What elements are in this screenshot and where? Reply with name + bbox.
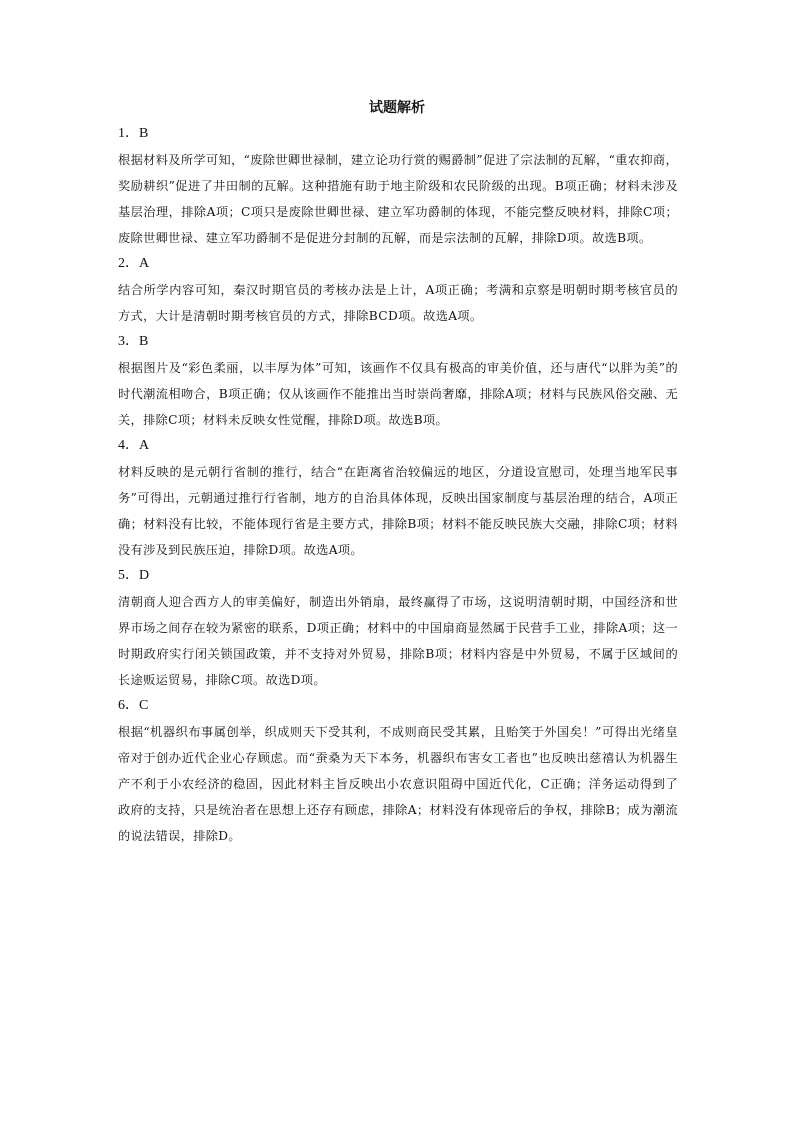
question-number: 3．B (118, 334, 149, 349)
page-title: 试题解析 (369, 100, 425, 116)
answer-explanation: 清朝商人迎合西方人的审美偏好，制造出外销扇，最终赢得了市场，这说明清朝时期，中国经济和世界市场之间存在较为紧密的联系，D项正确；材料中的中国扇商显然属于民营手工业，排除A项；这一时期政府实行闭关锁国政策，并不支持对外贸易，排除B项；材料内容是中外贸易，不属于区域间的长途贩运贸易，排除C项。故选D项。 (118, 595, 678, 687)
answer-item (118, 121, 678, 251)
question-number: 4．A (118, 438, 150, 453)
answer-item (118, 563, 678, 693)
answer-item (118, 329, 678, 433)
question-number: 1．B (118, 126, 149, 141)
question-number: 6．C (118, 698, 149, 713)
answer-list (118, 121, 678, 849)
answer-explanation: 根据“机器织布事属创举，织成则天下受其利，不成则商民受其累，且贻笑于外国矣！”可得出光绪皇帝对于创办近代企业心存顾虑。而“蚕桑为天下本务，机器织布害女工者也”也反映出慈禧认为机器生产不利于小农经济的稳固，因此材料主旨反映出小农意识阻碍中国近代化，C正确；洋务运动得到了政府的支持，只是统治者在思想上还存有顾虑，排除A；材料没有体现帝后的争权，排除B；成为潮流的说法错误，排除D。 (118, 725, 678, 843)
answer-explanation: 材料反映的是元朝行省制的推行，结合“在距离省治较偏远的地区，分道设宣慰司，处理当地军民事务”可得出，元朝通过推行行省制，地方的自治具体体现，反映出国家制度与基层治理的结合，A项正确；材料没有比较，不能体现行省是主要方式，排除B项；材料不能反映民族大交融，排除C项；材料没有涉及到民族压迫，排除D项。故选A项。 (118, 465, 678, 557)
question-number: 2．A (118, 256, 150, 271)
answer-item (118, 693, 678, 849)
answer-explanation: 根据材料及所学可知，“废除世卿世禄制，建立论功行赏的赐爵制”促进了宗法制的瓦解，“重农抑商，奖励耕织”促进了井田制的瓦解。这种措施有助于地主阶级和农民阶级的出现。B项正确；材料未涉及基层治理，排除A项；C项只是废除世卿世禄、建立军功爵制的体现，不能完整反映材料，排除C项；废除世卿世禄、建立军功爵制不是促进分封制的瓦解，而是宗法制的瓦解，排除D项。故选B项。 (118, 153, 678, 245)
answer-explanation: 根据图片及“彩色柔丽，以丰厚为体”可知，该画作不仅具有极高的审美价值，还与唐代“以胖为美”的时代潮流相吻合，B项正确；仅从该画作不能推出当时崇尚奢靡，排除A项；材料与民族风俗交融、无关，排除C项；材料未反映女性觉醒，排除D项。故选B项。 (118, 361, 678, 427)
answer-item (118, 433, 678, 563)
question-number: 5．D (118, 568, 150, 583)
answer-item (118, 251, 678, 329)
answer-explanation: 结合所学内容可知，秦汉时期官员的考核办法是上计，A项正确；考满和京察是明朝时期考核官员的方式，大计是清朝时期考核官员的方式，排除BCD项。故选A项。 (118, 283, 678, 323)
